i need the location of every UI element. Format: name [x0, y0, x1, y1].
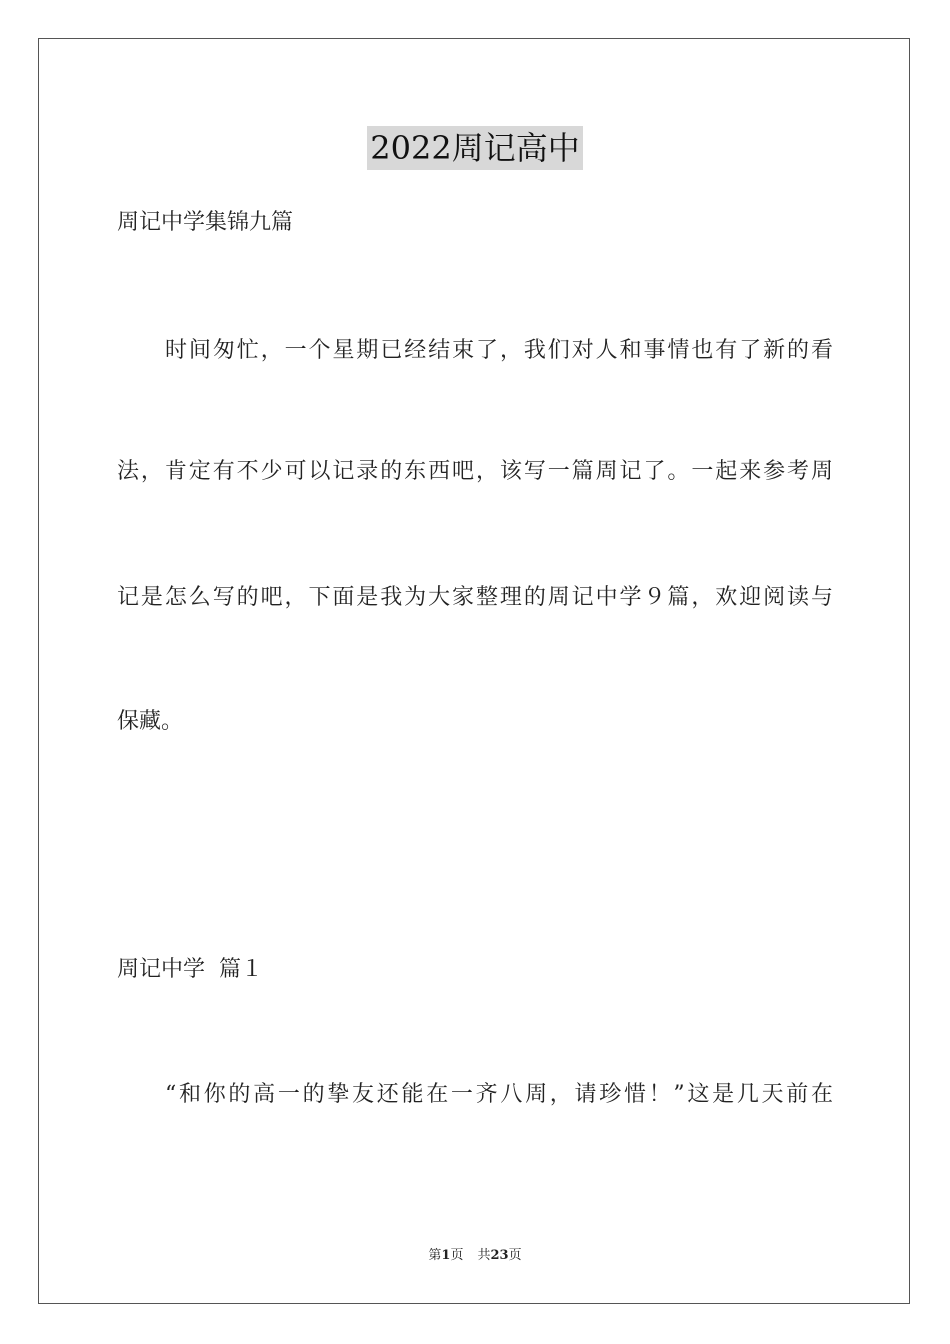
intro-paragraph-line-3: 记是怎么写的吧，下面是我为大家整理的周记中学９篇，欢迎阅读与	[117, 585, 833, 610]
footer-page-number: 1	[441, 1248, 451, 1263]
section-paragraph-line-1: “和你的高一的挚友还能在一齐八周，请珍惜！”这是几天前在	[165, 1082, 833, 1107]
intro-paragraph-line-2: 法，肯定有不少可以记录的东西吧，该写一篇周记了。一起来参考周	[117, 459, 833, 484]
title-container	[0, 126, 950, 170]
document-subtitle: 周记中学集锦九篇	[117, 210, 294, 235]
footer-total-pages: 23	[490, 1248, 509, 1263]
footer-total-prefix: 共	[477, 1248, 491, 1263]
footer-total-suffix: 页	[508, 1248, 522, 1263]
intro-paragraph-line-1: 时间匆忙，一个星期已经结束了，我们对人和事情也有了新的看	[165, 338, 833, 363]
document-title: 2022周记高中	[367, 126, 582, 170]
section-heading: 周记中学 篇１	[117, 957, 263, 982]
footer-page-suffix: 页	[450, 1248, 464, 1263]
footer-page-prefix: 第	[428, 1248, 442, 1263]
page-footer	[0, 1247, 950, 1265]
intro-paragraph-line-4: 保藏。	[117, 709, 184, 734]
